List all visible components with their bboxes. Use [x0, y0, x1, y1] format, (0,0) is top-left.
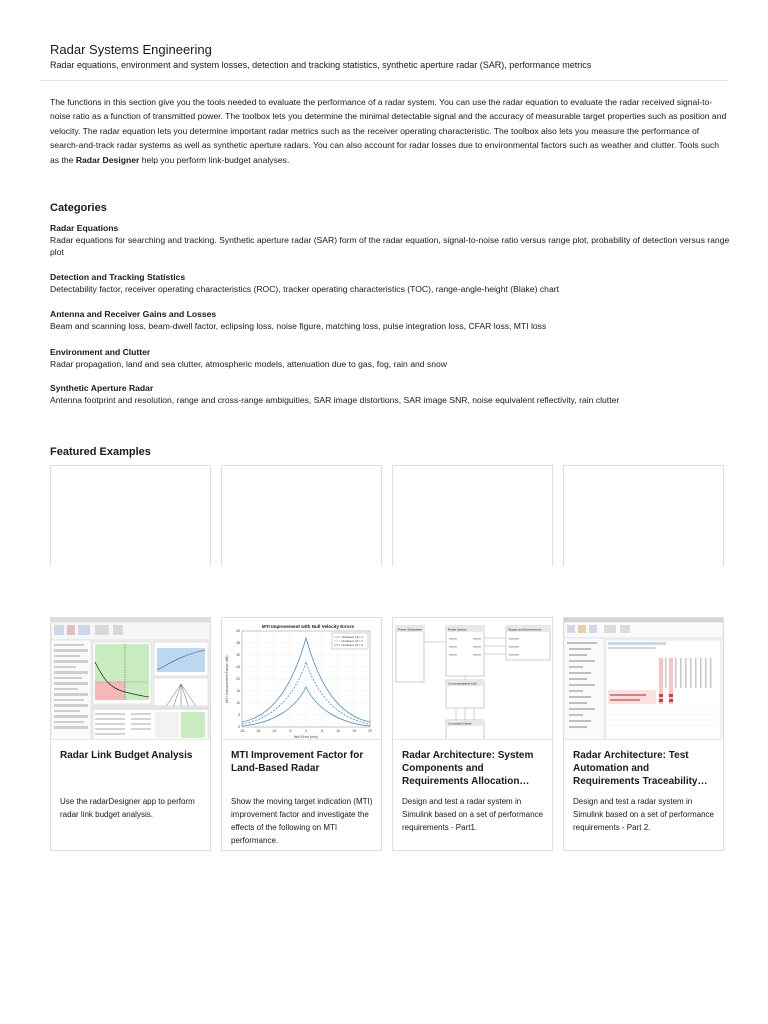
- y-axis-label: MTI Improvement Factor (dB): [225, 655, 229, 703]
- example-card-architecture-part1[interactable]: [392, 617, 553, 851]
- category-desc: Antenna footprint and resolution, range and cross-range ambiguities, SAR image distortions, SAR image SNR, noise equivalent reflectivity, rain clutter: [50, 395, 620, 405]
- featured-examples-heading: Featured Examples: [50, 446, 151, 458]
- block-label: Communications Link: [448, 681, 477, 686]
- x-tick: -15: [255, 729, 261, 733]
- y-tick: 10: [236, 701, 240, 705]
- block-label: Targets and Environment: [508, 627, 542, 632]
- card-placeholder: [221, 465, 382, 566]
- category-detection-tracking[interactable]: [50, 271, 730, 295]
- category-title[interactable]: Detection and Tracking Statistics: [50, 272, 186, 282]
- header-divider: [40, 80, 728, 81]
- example-card-link-budget[interactable]: [50, 617, 211, 851]
- card-title[interactable]: Radar Architecture: Test Automation and Requirements Traceability…: [573, 750, 708, 787]
- card-desc: Show the moving target indication (MTI) improvement factor and investigate the effects of the following on MTI performance.: [231, 797, 373, 845]
- categories-heading: Categories: [50, 202, 107, 214]
- block-label: Power Subsystem: [398, 627, 423, 632]
- card-title[interactable]: Radar Link Budget Analysis: [60, 750, 193, 761]
- category-title[interactable]: Environment and Clutter: [50, 347, 151, 357]
- page-subtitle: Radar equations, environment and system losses, detection and tracking statistics, synthetic aperture radar (SAR), performance metrics: [50, 60, 592, 70]
- block-label: Radar Sensor: [448, 627, 467, 632]
- y-tick: 35: [236, 641, 240, 645]
- test-manager-thumbnail[interactable]: [564, 618, 723, 740]
- y-tick: 5: [238, 713, 240, 717]
- card-title[interactable]: MTI Improvement Factor for Land-Based Radar: [231, 750, 364, 774]
- link-budget-thumbnail[interactable]: [51, 618, 210, 740]
- y-tick: 0: [238, 725, 240, 729]
- y-tick: 20: [236, 677, 240, 681]
- card-title[interactable]: Radar Architecture: System Components and Requirements Allocation…: [402, 750, 534, 787]
- card-desc: Use the radarDesigner app to perform radar link budget analysis.: [60, 797, 195, 819]
- x-tick: 15: [352, 729, 356, 733]
- radar-designer-link[interactable]: Radar Designer: [75, 154, 140, 165]
- x-axis-label: Null Error (m/s): [293, 735, 319, 739]
- card-placeholder: [392, 465, 553, 566]
- example-card-architecture-part2[interactable]: [563, 617, 724, 851]
- intro-text-end: help you perform link-budget analyses.: [139, 154, 290, 165]
- intro-paragraph: [50, 95, 730, 167]
- y-tick: 30: [236, 653, 240, 657]
- y-tick: 40: [236, 629, 240, 633]
- radar-designer-app-image: [51, 618, 210, 740]
- example-card-mti[interactable]: [221, 617, 382, 851]
- category-environment-clutter[interactable]: [50, 346, 730, 370]
- legend-entry: Untrained, 3k = 3: [341, 643, 363, 647]
- block-label: Command Center: [448, 721, 472, 726]
- x-tick: -20: [239, 729, 245, 733]
- architecture-thumbnail[interactable]: [393, 618, 552, 740]
- x-tick: -10: [271, 729, 277, 733]
- category-sar[interactable]: [50, 382, 730, 406]
- legend-entry: Untrained, 2k = 2: [341, 639, 363, 643]
- x-tick: 10: [336, 729, 340, 733]
- y-tick: 15: [236, 689, 240, 693]
- category-desc: Beam and scanning loss, beam-dwell factor, eclipsing loss, noise figure, matching loss, pulse integration loss, CFAR loss, MTI loss: [50, 321, 547, 331]
- category-title[interactable]: Radar Equations: [50, 223, 119, 233]
- mti-plot-title: MTI Improvement with Null Velocity Errors: [261, 624, 355, 629]
- x-tick: 0: [305, 729, 307, 733]
- category-desc: Detectability factor, receiver operating characteristics (ROC), tracker operating characteristics (TOC), range-angle-height (Blake) chart: [50, 284, 559, 294]
- x-tick: 20: [368, 729, 372, 733]
- intro-text: The functions in this section give you the tools needed to evaluate the performance of a radar system. You can use the radar equation to evaluate the radar received signal-to-noise ratio as a function of transmitted power. The toolbox lets you determine the minimal detectable signal and the accuracy of measurable target properties such as position and velocity. The radar equation lets you determine important radar metrics such as the receiver operating characteristic. The toolbox also lets you measure the performance of search-and-track radar systems as well as synthetic aperture radars. You can also account for radar losses due to environmental factors such as weather and clutter. Tools such as the: [50, 97, 727, 165]
- x-tick: 5: [321, 729, 323, 733]
- category-title[interactable]: Antenna and Receiver Gains and Losses: [50, 309, 217, 319]
- card-desc: Design and test a radar system in Simulink based on a set of performance requirements - Part1.: [402, 797, 543, 832]
- mti-thumbnail[interactable]: [222, 618, 381, 740]
- page-title: Radar Systems Engineering: [50, 42, 212, 57]
- simulink-architecture-image: [393, 618, 552, 740]
- category-antenna-receiver[interactable]: [50, 308, 730, 332]
- card-desc: Design and test a radar system in Simulink based on a set of performance requirements - Part 2.: [573, 797, 714, 832]
- mti-plot-image: [222, 618, 381, 740]
- x-tick: -5: [288, 729, 292, 733]
- card-placeholder: [563, 465, 724, 566]
- requirements-traceability-image: [564, 618, 723, 740]
- category-radar-equations[interactable]: [50, 222, 730, 258]
- category-desc: Radar equations for searching and tracking. Synthetic aperture radar (SAR) form of the radar equation, signal-to-noise ratio versus range plot, probability of detection versus range plot: [50, 235, 730, 257]
- y-tick: 25: [236, 665, 240, 669]
- card-placeholder: [50, 465, 211, 566]
- category-desc: Radar propagation, land and sea clutter, atmospheric models, attenuation due to gas, fog, rain and snow: [50, 359, 447, 369]
- category-title[interactable]: Synthetic Aperture Radar: [50, 383, 154, 393]
- legend-entry: Untrained, 1k = 1: [341, 635, 363, 639]
